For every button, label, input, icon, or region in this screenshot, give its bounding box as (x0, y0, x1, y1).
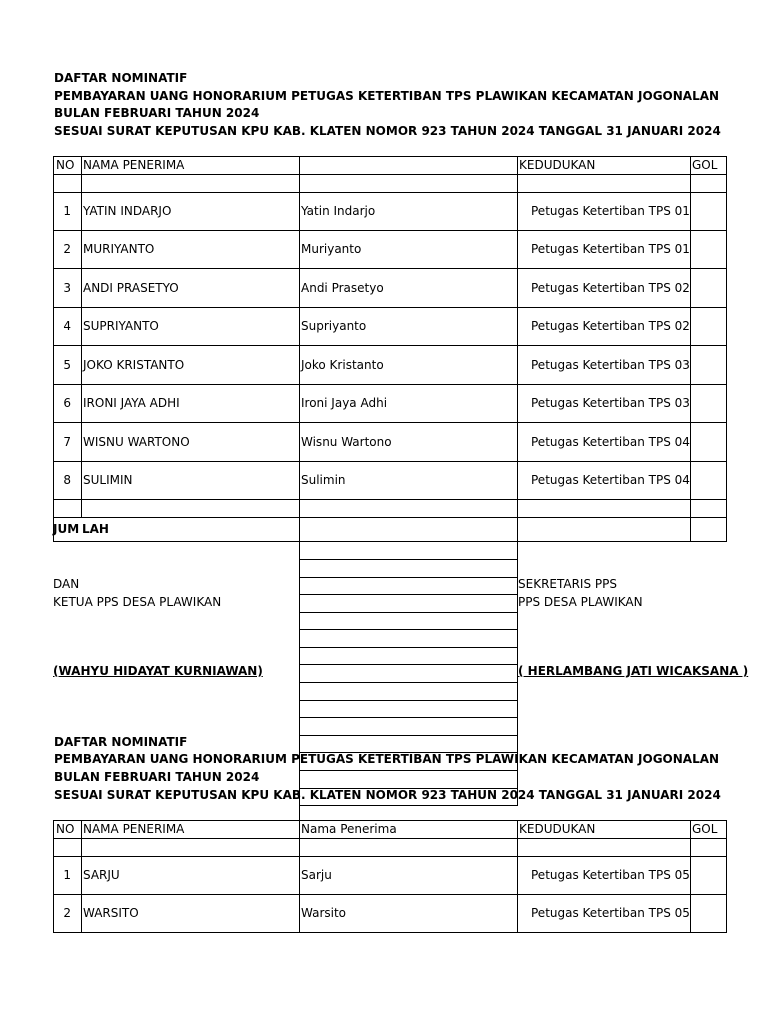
recipient-name: Ironi Jaya Adhi (301, 396, 388, 410)
column-header: KEDUDUKAN (519, 158, 596, 172)
recipient-name: Supriyanto (301, 319, 367, 333)
table-rule (690, 820, 691, 933)
grid-rule (299, 682, 518, 683)
table-rule (726, 820, 727, 933)
table-rule (53, 307, 727, 308)
row-number: 6 (63, 396, 71, 410)
header-line: PEMBAYARAN UANG HONORARIUM PETUGAS KETERTIBAN TPS PLAWIKAN KECAMATAN JOGONALAN (54, 752, 720, 766)
grid-rule (299, 629, 518, 630)
recipient-name-upper: JOKO KRISTANTO (83, 358, 185, 372)
table-rule (53, 461, 727, 462)
signature-left-line2: KETUA PPS DESA PLAWIKAN (53, 595, 222, 609)
grid-rule (299, 559, 518, 560)
row-number: 2 (63, 906, 71, 920)
table-rule (81, 820, 82, 933)
grid-rule (299, 647, 518, 648)
header-line: DAFTAR NOMINATIF (54, 71, 188, 85)
table-rule (53, 894, 727, 895)
table-rule (53, 345, 727, 346)
header-line: BULAN FEBRUARI TAHUN 2024 (54, 770, 260, 784)
row-number: 2 (63, 242, 71, 256)
table-rule (53, 856, 727, 857)
table-rule (53, 174, 727, 175)
column-header: GOL (692, 158, 718, 172)
recipient-name: Wisnu Wartono (301, 435, 392, 449)
table1-bottom-rule (53, 541, 727, 542)
header-line: SESUAI SURAT KEPUTUSAN KPU KAB. KLATEN NOMOR 923 TAHUN 2024 TANGGAL 31 JANUARI 2024 (54, 788, 721, 802)
recipient-name-upper: WISNU WARTONO (83, 435, 190, 449)
recipient-position: Petugas Ketertiban TPS 03 (531, 396, 690, 410)
recipient-name-upper: YATIN INDARJO (83, 204, 172, 218)
recipient-position: Petugas Ketertiban TPS 02 (531, 281, 690, 295)
recipient-position: Petugas Ketertiban TPS 02 (531, 319, 690, 333)
table-rule (726, 156, 727, 542)
recipient-name-upper: ANDI PRASETYO (83, 281, 179, 295)
grid-rule (299, 577, 518, 578)
total-label-part-a: JUM (53, 522, 80, 536)
table-rule (517, 156, 518, 542)
recipient-position: Petugas Ketertiban TPS 05 (531, 906, 690, 920)
recipient-name: Joko Kristanto (301, 358, 384, 372)
table-rule (299, 820, 300, 933)
grid-rule (299, 664, 518, 665)
grid-rule (299, 612, 518, 613)
header-line: BULAN FEBRUARI TAHUN 2024 (54, 106, 260, 120)
recipient-name-upper: SUPRIYANTO (83, 319, 159, 333)
column-header: NAMA PENERIMA (83, 158, 185, 172)
total-label-part-b: LAH (82, 522, 109, 536)
table-rule (53, 422, 727, 423)
recipient-name: Sulimin (301, 473, 346, 487)
grid-rule (299, 717, 518, 718)
header-line: PEMBAYARAN UANG HONORARIUM PETUGAS KETERTIBAN TPS PLAWIKAN KECAMATAN JOGONALAN (54, 89, 720, 103)
column-header: NO (56, 158, 75, 172)
recipient-position: Petugas Ketertiban TPS 04 (531, 473, 690, 487)
recipient-position: Petugas Ketertiban TPS 01 (531, 242, 690, 256)
recipient-name: Sarju (301, 868, 332, 882)
recipient-name-upper: IRONI JAYA ADHI (83, 396, 180, 410)
column-header: Nama Penerima (301, 822, 397, 836)
recipient-name-upper: WARSITO (83, 906, 139, 920)
recipient-position: Petugas Ketertiban TPS 03 (531, 358, 690, 372)
table-rule (53, 499, 727, 500)
table-rule (517, 820, 518, 933)
signature-left-name: (WAHYU HIDAYAT KURNIAWAN) (53, 664, 263, 678)
recipient-position: Petugas Ketertiban TPS 04 (531, 435, 690, 449)
row-number: 4 (63, 319, 71, 333)
recipient-name: Andi Prasetyo (301, 281, 384, 295)
table-rule (53, 932, 727, 933)
table-rule (53, 192, 727, 193)
row-number: 1 (63, 204, 71, 218)
grid-rule (299, 700, 518, 701)
recipient-position: Petugas Ketertiban TPS 05 (531, 868, 690, 882)
recipient-name: Muriyanto (301, 242, 362, 256)
table-rule (53, 384, 727, 385)
row-number: 3 (63, 281, 71, 295)
table-rule (53, 230, 727, 231)
recipient-name-upper: MURIYANTO (83, 242, 155, 256)
recipient-name-upper: SARJU (83, 868, 120, 882)
recipient-name: Warsito (301, 906, 347, 920)
row-number: 7 (63, 435, 71, 449)
row-number: 5 (63, 358, 71, 372)
table-rule (81, 156, 82, 518)
header-line: DAFTAR NOMINATIF (54, 735, 188, 749)
table-rule (690, 156, 691, 542)
row-number: 8 (63, 473, 71, 487)
grid-rule (299, 770, 518, 771)
column-header: NAMA PENERIMA (83, 822, 185, 836)
column-header: NO (56, 822, 75, 836)
header-line: SESUAI SURAT KEPUTUSAN KPU KAB. KLATEN NOMOR 923 TAHUN 2024 TANGGAL 31 JANUARI 2024 (54, 124, 721, 138)
recipient-position: Petugas Ketertiban TPS 01 (531, 204, 690, 218)
grid-rule (299, 594, 518, 595)
grid-rule (299, 735, 518, 736)
recipient-name-upper: SULIMIN (83, 473, 133, 487)
signature-left-line1: DAN (53, 577, 80, 591)
table-rule (53, 517, 727, 518)
row-number: 1 (63, 868, 71, 882)
column-header: KEDUDUKAN (519, 822, 596, 836)
column-header: GOL (692, 822, 718, 836)
signature-right-name: ( HERLAMBANG JATI WICAKSANA ) (518, 664, 749, 678)
grid-rule (299, 805, 518, 806)
recipient-name: Yatin Indarjo (301, 204, 376, 218)
signature-right-line1: SEKRETARIS PPS (518, 577, 617, 591)
table-rule (53, 838, 727, 839)
signature-right-line2: PPS DESA PLAWIKAN (518, 595, 643, 609)
grid-rule (299, 541, 300, 857)
table-rule (53, 268, 727, 269)
table-rule (299, 156, 300, 542)
